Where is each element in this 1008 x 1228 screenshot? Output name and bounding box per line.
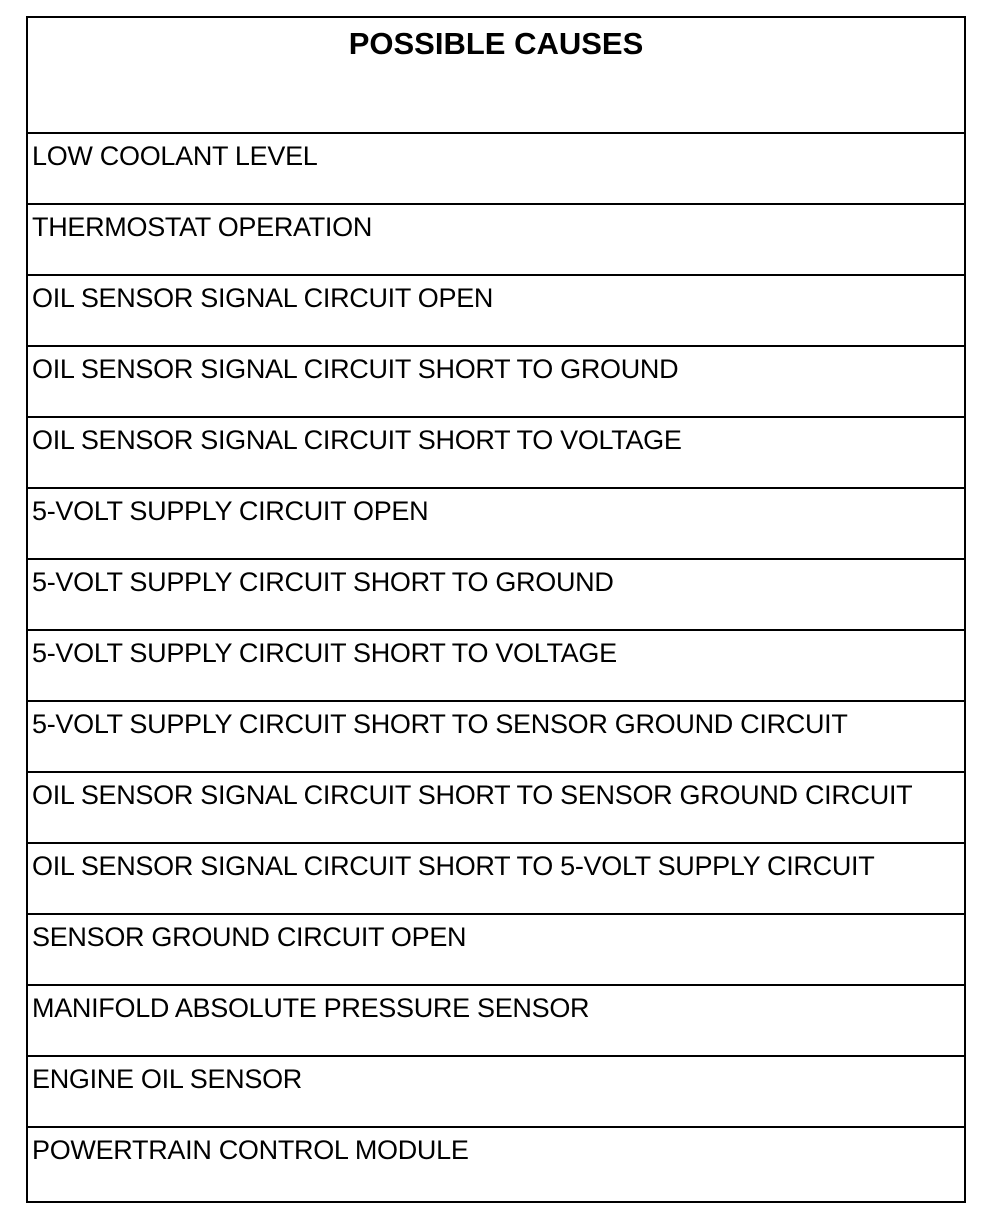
- table-row: [28, 560, 964, 631]
- table-row: [28, 702, 964, 773]
- cause-text: OIL SENSOR SIGNAL CIRCUIT SHORT TO SENSOR GROUND CIRCUIT: [32, 780, 913, 810]
- cause-text: OIL SENSOR SIGNAL CIRCUIT SHORT TO GROUND: [32, 354, 679, 384]
- table-row: [28, 844, 964, 915]
- cause-text: LOW COOLANT LEVEL: [32, 141, 318, 171]
- table-row: [28, 276, 964, 347]
- possible-causes-table: [26, 16, 966, 1203]
- table-row: [28, 347, 964, 418]
- table-row: [28, 1057, 964, 1128]
- table-row: [28, 134, 964, 205]
- cause-text: SENSOR GROUND CIRCUIT OPEN: [32, 922, 467, 952]
- table-row: [28, 915, 964, 986]
- table-header: [28, 18, 964, 134]
- cause-text: OIL SENSOR SIGNAL CIRCUIT SHORT TO VOLTAGE: [32, 425, 682, 455]
- table-title: POSSIBLE CAUSES: [348, 26, 644, 61]
- cause-text: 5-VOLT SUPPLY CIRCUIT SHORT TO SENSOR GROUND CIRCUIT: [32, 709, 848, 739]
- cause-text: 5-VOLT SUPPLY CIRCUIT OPEN: [32, 496, 429, 526]
- table-row: [28, 773, 964, 844]
- table-row: [28, 986, 964, 1057]
- cause-text: 5-VOLT SUPPLY CIRCUIT SHORT TO VOLTAGE: [32, 638, 617, 668]
- cause-text: MANIFOLD ABSOLUTE PRESSURE SENSOR: [32, 993, 590, 1023]
- table-row: [28, 1128, 964, 1201]
- cause-text: OIL SENSOR SIGNAL CIRCUIT SHORT TO 5-VOLT SUPPLY CIRCUIT: [32, 851, 875, 881]
- cause-text: ENGINE OIL SENSOR: [32, 1064, 302, 1094]
- cause-text: OIL SENSOR SIGNAL CIRCUIT OPEN: [32, 283, 494, 313]
- cause-text: THERMOSTAT OPERATION: [32, 212, 373, 242]
- cause-text: POWERTRAIN CONTROL MODULE: [32, 1135, 469, 1165]
- table-row: [28, 489, 964, 560]
- table-row: [28, 205, 964, 276]
- cause-text: 5-VOLT SUPPLY CIRCUIT SHORT TO GROUND: [32, 567, 614, 597]
- table-row: [28, 418, 964, 489]
- table-row: [28, 631, 964, 702]
